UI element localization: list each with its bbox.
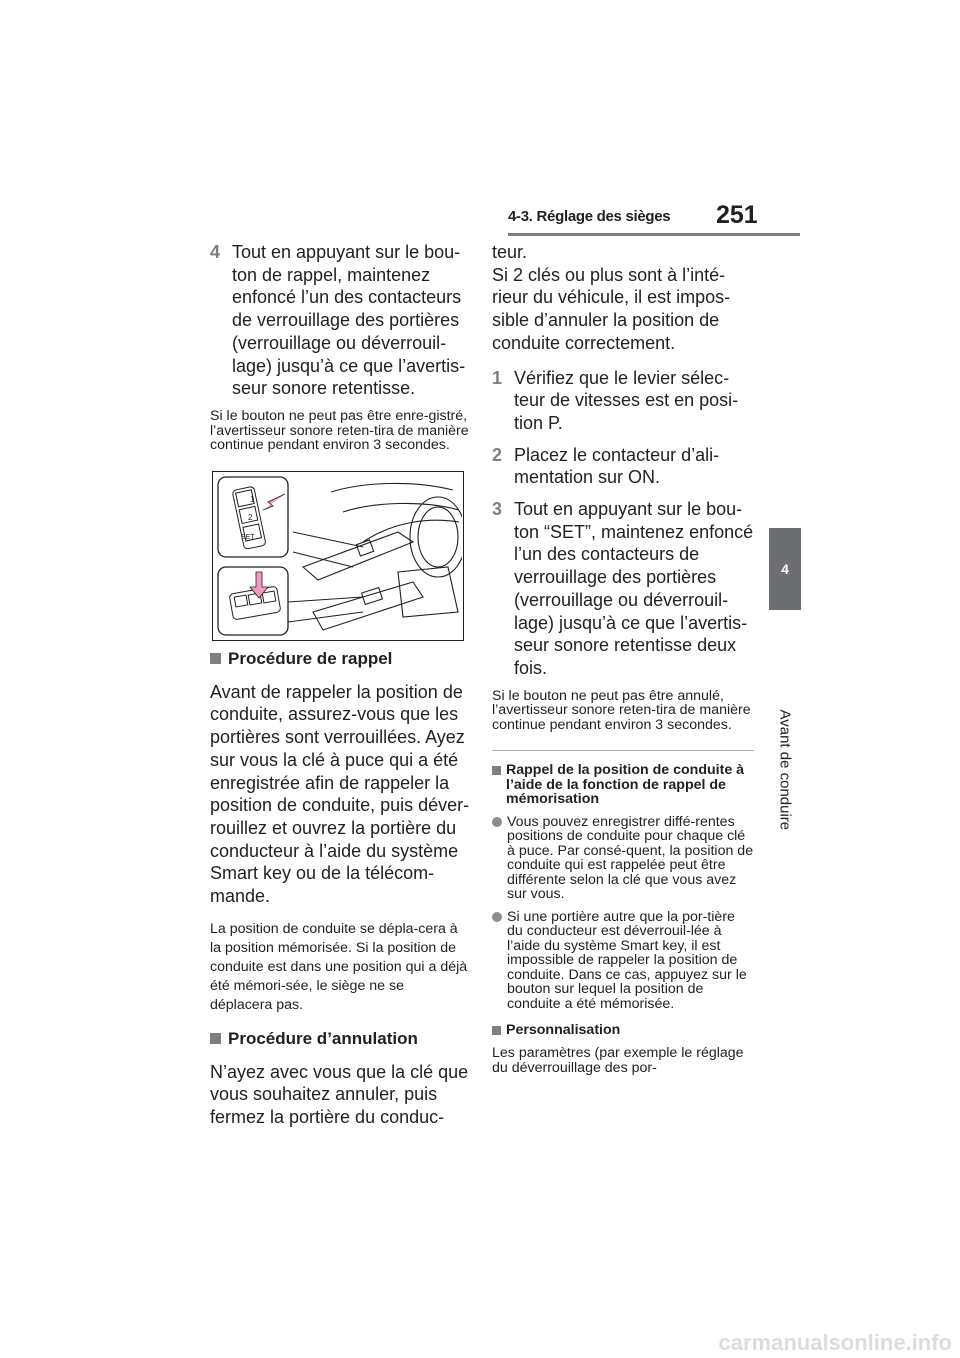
step-text: Tout en appuyant sur le bou-ton “SET”, maintenez enfoncé l’un des contacteurs de verrouillage des portières (verrouillage ou déverrouil-lage) jusqu’à ce que l’avertis-seur sonore retentisse deux fois. [514,499,754,678]
chapter-title: Avant de conduire [776,709,794,831]
square-bullet-icon [210,653,221,664]
step-text: Placez le contacteur d’ali-mentation sur ON. [514,444,720,488]
annulation-title: Procédure d’annulation [228,1028,418,1048]
intro-text: Si 2 clés ou plus sont à l’inté-rieur du véhicule, il est impos-sible d’annuler la position de conduite correctement. [492,264,731,353]
rappel-title: Procédure de rappel [228,648,393,668]
illustration-door-memory-switches [212,471,464,641]
note-personnalisation-title: Personnalisation [506,1022,621,1039]
page-number: 251 [716,201,758,229]
step-3 [492,498,754,680]
annulation-heading [210,1029,470,1049]
button-1-label: 1 [250,494,255,504]
note-personnalisation-heading [492,1023,754,1038]
bullet-text: Vous pouvez enregistrer diffé-rentes positions de conduite pour chaque clé à puce. Par consé-quent, la position de conduite qui est rappelée peut être différente selon la clé que vous avez sur vous. [507,813,754,903]
note-bullet [492,815,754,902]
step-4 [210,241,470,400]
continuation-text: teur. [492,242,528,262]
header-divider [508,233,800,236]
step-text: Tout en appuyant sur le bou-ton de rappel, maintenez enfoncé l’un des contacteurs de verrouillage des portières (verrouillage ou déverrouil-lage) jusqu’à ce que l’avertis-seur sonore retentisse. [232,242,466,399]
annulation-body: N’ayez avec vous que la clé que vous souhaitez annuler, puis fermez la portière du conduc- [210,1061,469,1128]
chapter-tab: 4 [769,528,801,610]
note-rappel-heading [492,763,754,807]
step-1 [492,367,754,435]
step-number: 1 [492,367,503,388]
square-bullet-icon [492,1026,501,1035]
square-bullet-icon [492,766,501,775]
step-number: 4 [210,242,221,262]
round-bullet-icon [492,817,502,827]
set-button-label: SET [241,533,255,541]
step-text: Vérifiez que le levier sélec-teur de vitesses est en posi-tion P. [514,367,739,433]
notes-divider [492,750,754,751]
step-number: 2 [492,444,503,465]
door-switch-illustration [213,472,462,639]
square-bullet-icon [210,1033,221,1044]
rappel-note: La position de conduite se dépla-cera à la position mémorisée. Si la position de conduite est dans une position qui a déjà été mémori-sée, le siège ne se déplacera pas. [210,920,468,1013]
left-column [210,241,470,1141]
step-number: 3 [492,499,503,520]
note-bullet [492,910,754,1012]
round-bullet-icon [492,912,502,922]
section-title: 4-3. Réglage des sièges [508,208,671,225]
rappel-body: Avant de rappeler la position de conduite, assurez-vous que les portières sont verrouillées. Ayez sur vous la clé à puce qui a été enregistrée afin de rappeler la position de conduite, puis déver-rouillez et ouvrez la portière du conducteur à l’aide du système Smart key ou de la télécom-mande. [210,681,470,907]
right-column [492,241,754,1093]
button-2-label: 2 [248,512,253,522]
rappel-heading [210,649,470,669]
watermark: carmanualsonline.info [718,1330,952,1355]
note-rappel-title: Rappel de la position de conduite à l’aide de la fonction de rappel de mémorisation [506,762,745,808]
step-2 [492,444,754,489]
bullet-text: Si une portière autre que la por-tière du conducteur est déverrouil-lée à l’aide du système Smart key, il est impossible de rappeler la position de conduite. Dans ce cas, appuyez sur le bouton sur lequel la position de conduite a été mémorisée. [507,908,747,1012]
step-4-note: Si le bouton ne peut pas être enre-gistré, l’avertisseur sonore reten-tira de manière continue pendant environ 3 secondes. [210,407,469,454]
personnalisation-body: Les paramètres (par exemple le réglage du déverrouillage des por- [492,1044,744,1076]
step-3-note: Si le bouton ne peut pas être annulé, l’avertisseur sonore reten-tira de manière continue pendant environ 3 secondes. [492,687,751,733]
